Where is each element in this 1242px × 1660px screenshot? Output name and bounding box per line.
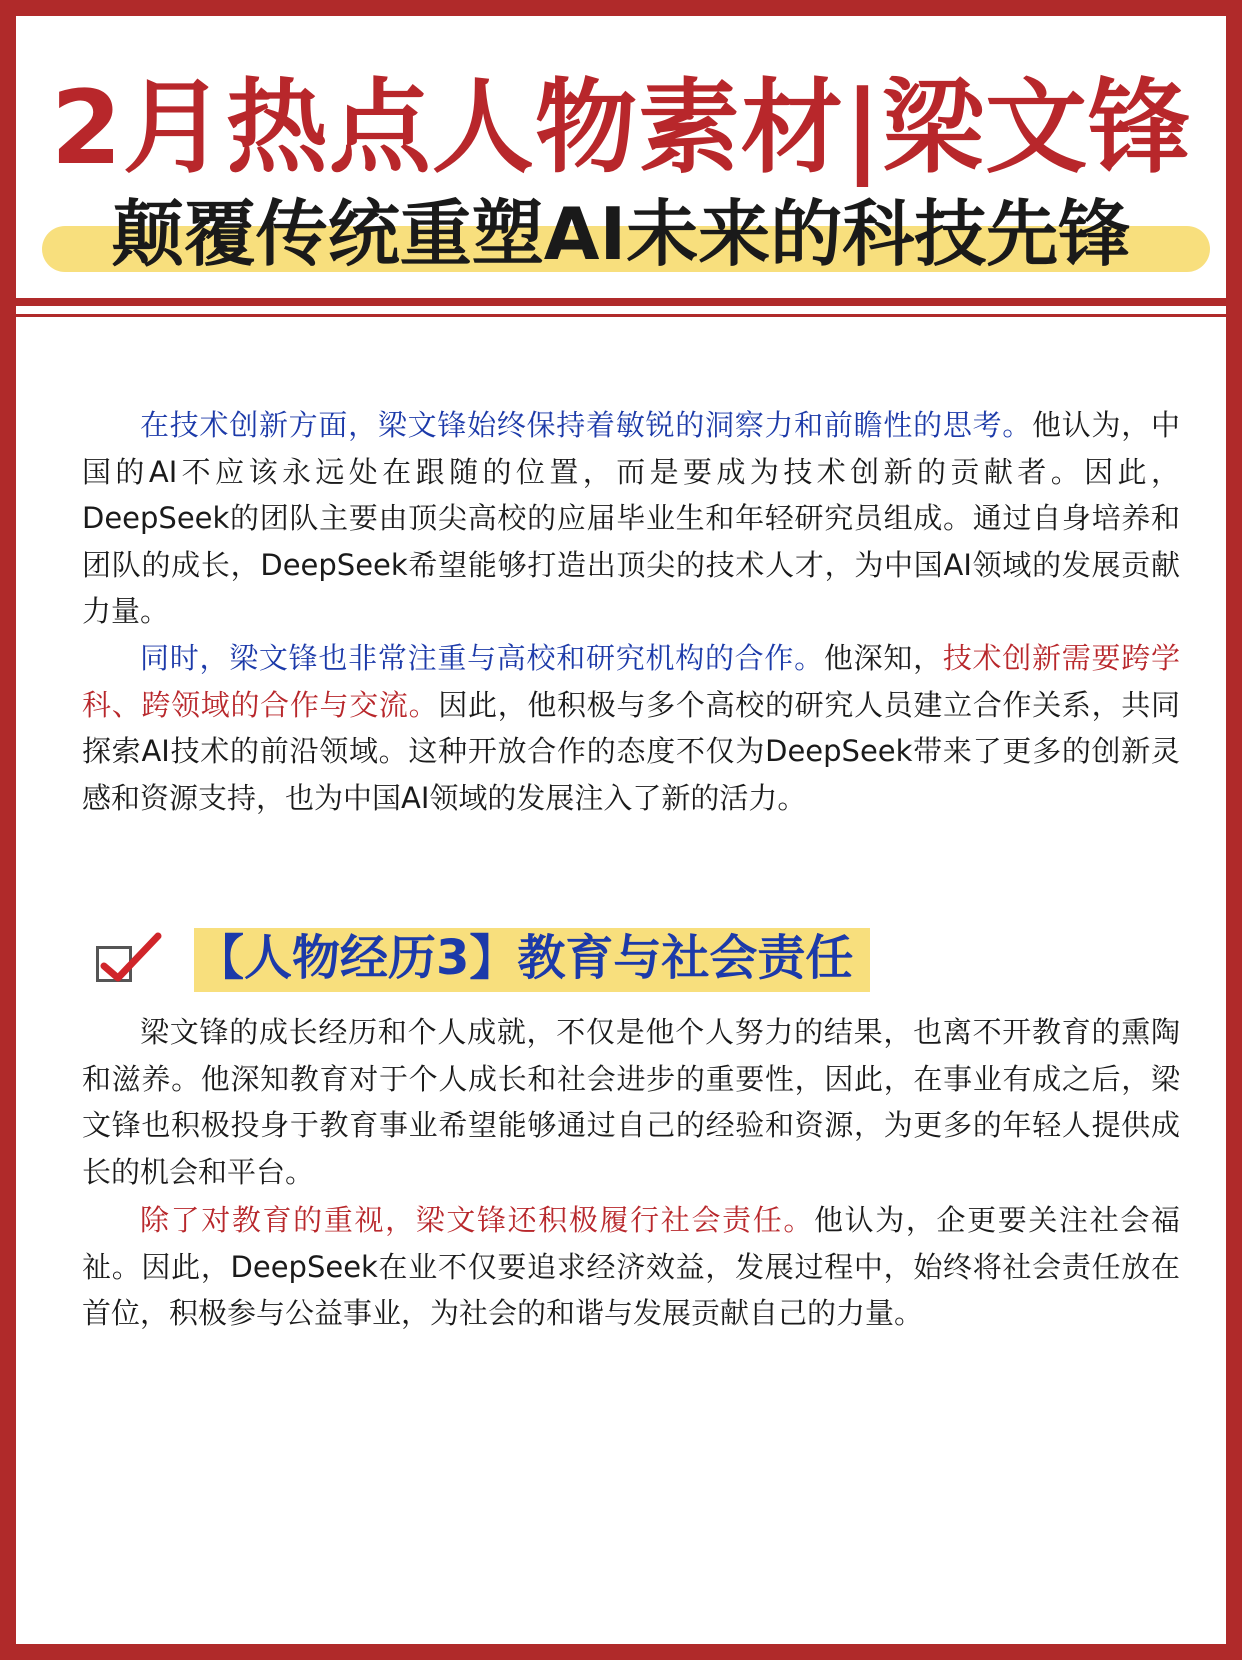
paragraph-cooperation bbox=[82, 635, 1180, 821]
paragraph-social-responsibility-lead: 除了对教育的重视，梁文锋还积极履行社会责任。 bbox=[140, 1203, 814, 1237]
page-title: 2月热点人物素材|梁文锋 bbox=[50, 69, 1192, 188]
paragraph-innovation-lead: 在技术创新方面，梁文锋始终保持着敏锐的洞察力和前瞻性的思考。 bbox=[140, 408, 1033, 442]
paragraph-social-responsibility-body: 他认为，企更要关注社会福祉。因此，DeepSeek在业不仅要追求经济效益，发展过程中，始终将社会责任放在首位，积极参与公益事业，为社会的和谐与发展贡献自己的力量。 bbox=[82, 1203, 1180, 1330]
paragraph-innovation bbox=[82, 402, 1180, 635]
paragraph-education bbox=[82, 1009, 1180, 1195]
header-divider-thin bbox=[16, 314, 1226, 317]
paragraph-innovation-body: 他认为，中国的AI不应该永远处在跟随的位置，而是要成为技术创新的贡献者。因此，DeepSeek的团队主要由顶尖高校的应届毕业生和年轻研究员组成。通过自身培养和团队的成长，DeepSeek希望能够打造出顶尖的技术人才，为中国AI领域的发展贡献力量。 bbox=[82, 408, 1180, 628]
paragraph-cooperation-body: 因此，他积极与多个高校的研究人员建立合作关系，共同探索AI技术的前沿领域。这种开放合作的态度不仅为DeepSeek带来了更多的创新灵感和资源支持，也为中国AI领域的发展注入了新的活力。 bbox=[82, 687, 1180, 815]
paragraph-cooperation-lead: 同时，梁文锋也非常注重与高校和研究机构的合作。 bbox=[140, 641, 824, 675]
page-subtitle: 颠覆传统重塑AI未来的科技先锋 bbox=[111, 192, 1131, 276]
header-divider-thick bbox=[16, 298, 1226, 306]
check-mark-icon bbox=[92, 928, 172, 988]
paragraph-social-responsibility bbox=[82, 1197, 1180, 1337]
section-heading: 【人物经历3】教育与社会责任 bbox=[196, 930, 854, 986]
paragraph-education-body: 梁文锋的成长经历和个人成就，不仅是他个人努力的结果，也离不开教育的熏陶和滋养。他深知教育对于个人成长和社会进步的重要性，因此，在事业有成之后，梁文锋也积极投身于教育事业希望能够通过自己的经验和资源，为更多的年轻人提供成长的机会和平台。 bbox=[82, 1015, 1180, 1189]
paragraph-cooperation-highlight: 技术创新需要跨学科、跨领域的合作与交流。 bbox=[82, 641, 1180, 722]
paragraph-cooperation-mid: 他深知， bbox=[823, 641, 943, 675]
